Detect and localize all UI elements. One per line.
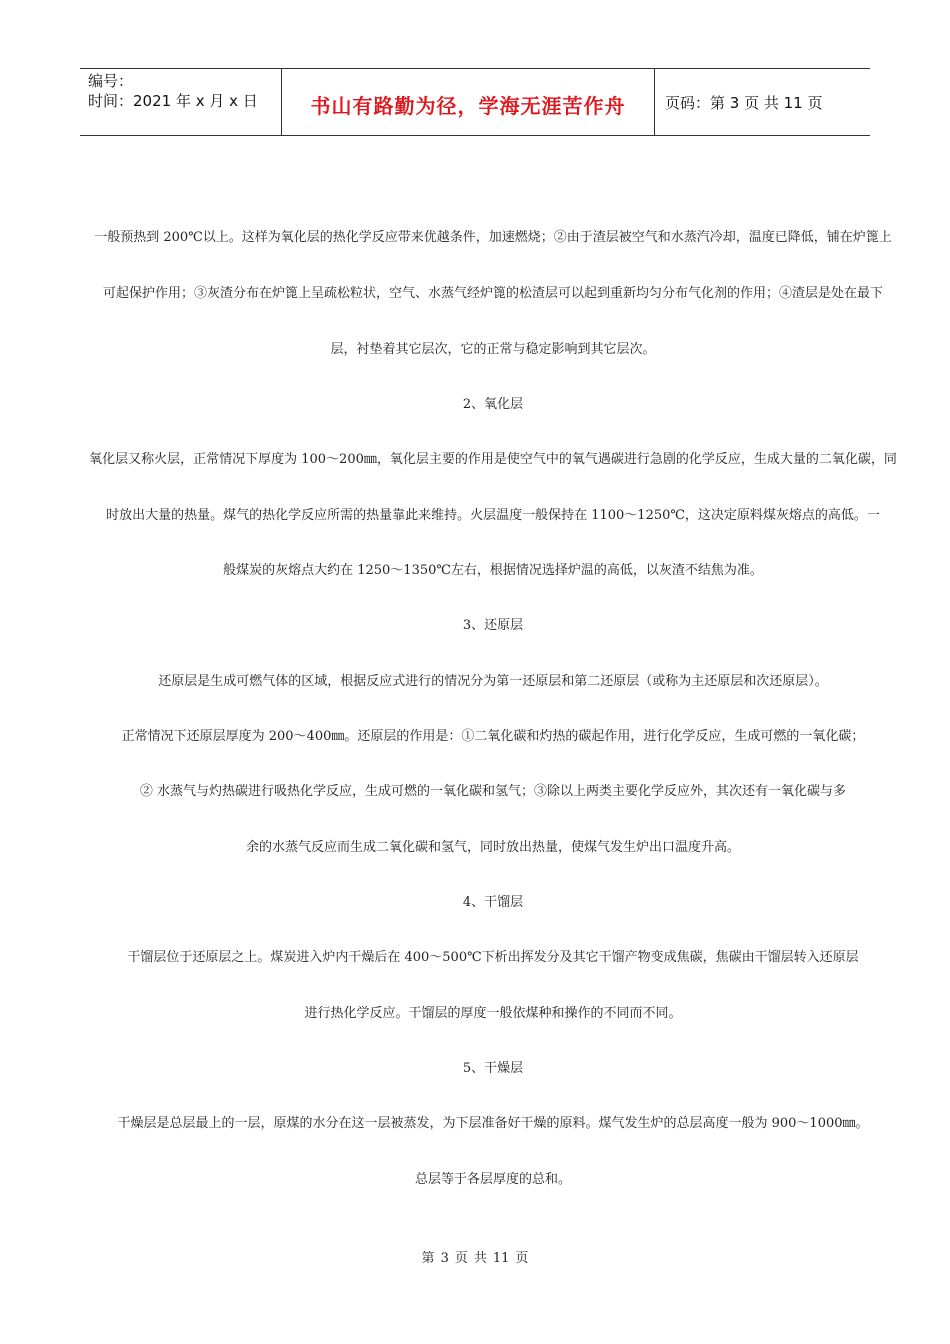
footer-word: 共 bbox=[473, 1251, 487, 1266]
body-line: 正常情况下还原层厚度为 200～400㎜。还原层的作用是：①二氧化碳和灼热的碳起作用，进行化学反应，生成可燃的一氧化碳； bbox=[121, 729, 865, 744]
body-line: 进行热化学反应。干馏层的厚度一般依煤种和操作的不同而不同。 bbox=[304, 1006, 682, 1021]
header-motto: 书山有路勤为径，学海无涯苦作舟 bbox=[281, 69, 655, 135]
body-line: 层，衬垫着其它层次，它的正常与稳定影响到其它层次。 bbox=[330, 342, 656, 357]
body-line: 干燥层是总层最上的一层，原煤的水分在这一层被蒸发，为下层准备好干燥的原料。煤气发生炉的总层高度一般为 900～1000㎜。 bbox=[117, 1116, 869, 1131]
body-line: 总层等于各层厚度的总和。 bbox=[414, 1172, 571, 1187]
section-heading-reduction: 3、还原层 bbox=[462, 618, 524, 633]
footer-word: 页 bbox=[454, 1251, 468, 1266]
header-meta bbox=[80, 69, 281, 135]
body-line: 般煤炭的灰熔点大约在 1250～1350℃左右，根据情况选择炉温的高低，以灰渣不结焦为准。 bbox=[223, 563, 763, 578]
body-line: 还原层是生成可燃气体的区域，根据反应式进行的情况分为第一还原层和第二还原层（或称为主还原层和次还原层）。 bbox=[158, 674, 828, 689]
body-line: ② 水蒸气与灼热碳进行吸热化学反应，生成可燃的一氧化碳和氢气；③除以上两类主要化学反应外，其次还有一氧化碳与多 bbox=[139, 784, 847, 799]
section-heading-dry-distillation: 4、干馏层 bbox=[462, 895, 524, 910]
body-line: 氧化层又称火层，正常情况下厚度为 100～200㎜，氧化层主要的作用是使空气中的氧气遇碳进行急剧的化学反应，生成大量的二氧化碳，同 bbox=[89, 452, 897, 467]
header-page-label: 页码：第 3 页 共 11 页 bbox=[665, 93, 823, 112]
body-line: 干馏层位于还原层之上。煤炭进入炉内干燥后在 400～500℃下析出挥发分及其它干馏产物变成焦碳，焦碳由干馏层转入还原层 bbox=[127, 950, 859, 965]
page-header bbox=[80, 68, 870, 136]
body-line: 余的水蒸气反应而生成二氧化碳和氢气，同时放出热量，使煤气发生炉出口温度升高。 bbox=[245, 840, 740, 855]
document-number-label: 编号： bbox=[88, 72, 134, 90]
footer-word: 页 bbox=[515, 1251, 529, 1266]
page-footer bbox=[0, 1247, 950, 1266]
footer-total-pages: 11 bbox=[492, 1251, 510, 1266]
body-line: 可起保护作用；③灰渣分布在炉篦上呈疏松粒状，空气、水蒸气经炉篦的松渣层可以起到重新均匀分布气化剂的作用；④渣层是处在最下 bbox=[102, 286, 883, 301]
body-line: 时放出大量的热量。煤气的热化学反应所需的热量靠此来维持。火层温度一般保持在 1100～1250℃，这决定原料煤灰熔点的高低。一 bbox=[106, 508, 880, 523]
document-time-label: 时间：2021 年 x 月 x 日 bbox=[88, 92, 258, 110]
section-heading-oxidation: 2、氧化层 bbox=[462, 397, 524, 412]
footer-word: 第 bbox=[421, 1251, 435, 1266]
section-heading-drying: 5、干燥层 bbox=[462, 1061, 524, 1076]
footer-page-number: 3 bbox=[440, 1251, 449, 1266]
body-line: 一般预热到 200℃以上。这样为氧化层的热化学反应带来优越条件，加速燃烧；②由于渣层被空气和水蒸汽冷却，温度已降低，铺在炉篦上 bbox=[94, 230, 892, 245]
